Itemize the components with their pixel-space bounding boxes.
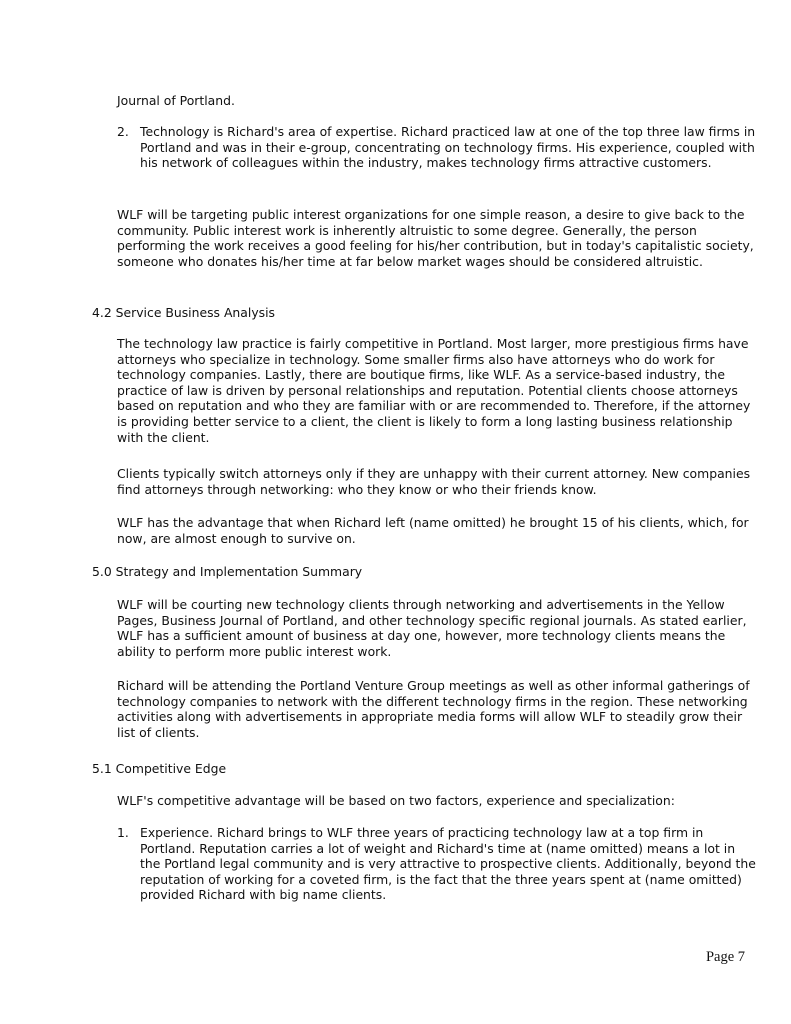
page-number: Page 7 bbox=[705, 949, 745, 965]
section-heading-5-1: 5.1 Competitive Edge bbox=[92, 761, 227, 776]
list-text: Technology is Richard's area of expertise. Richard practiced law at one of the top three law firms in Portland and was in their e-group, concentrating on technology firms. His experience, coupled with his network of colleagues within the industry, makes technology firms attractive customers. bbox=[140, 124, 756, 171]
paragraph: WLF's competitive advantage will be based on two factors, experience and specialization: bbox=[117, 793, 675, 808]
section-heading-5-0: 5.0 Strategy and Implementation Summary bbox=[92, 564, 363, 579]
paragraph: WLF has the advantage that when Richard left (name omitted) he brought 15 of his clients, which, for now, are almost enough to survive on. bbox=[117, 515, 749, 546]
paragraph: Clients typically switch attorneys only if they are unhappy with their current attorney. New companies find attorneys through networking: who they know or who their friends know. bbox=[117, 466, 751, 497]
paragraph: WLF will be courting new technology clients through networking and advertisements in the Yellow Pages, Business Journal of Portland, and other technology specific regional journals. As stated earlier, WLF has a sufficient amount of business at day one, however, more technology clients means the ability to perform more public interest work. bbox=[117, 597, 747, 659]
section-heading-4-2: 4.2 Service Business Analysis bbox=[92, 305, 276, 320]
continuation-text: Journal of Portland. bbox=[117, 93, 235, 108]
paragraph: The technology law practice is fairly competitive in Portland. Most larger, more prestigious firms have attorneys who specialize in technology. Some smaller firms also have attorneys who do work for technology companies. Lastly, there are boutique firms, like WLF. As a service-based industry, the practice of law is driven by personal relationships and reputation. Potential clients choose attorneys based on reputation and who they are familiar with or are recommended to. Therefore, if the attorney is providing better service to a client, the client is likely to form a long lasting business relationship with the client. bbox=[117, 336, 751, 445]
list-number: 1. bbox=[117, 825, 129, 840]
public-interest-paragraph: WLF will be targeting public interest organizations for one simple reason, a desire to give back to the community. Public interest work is inherently altruistic to some degree. Generally, the person performing the work receives a good feeling for his/her contribution, but in today's capitalistic society, someone who donates his/her time at far below market wages should be considered altruistic. bbox=[117, 207, 754, 269]
paragraph: Richard will be attending the Portland Venture Group meetings as well as other informal gatherings of technology companies to network with the different technology firms in the region. These networking activities along with advertisements in appropriate media forms will allow WLF to steadily grow their list of clients. bbox=[117, 678, 750, 740]
list-text: Experience. Richard brings to WLF three years of practicing technology law at a top firm in Portland. Reputation carries a lot of weight and Richard's time at (name omitted) means a lot in the Portland legal community and is very attractive to prospective clients. Additionally, beyond the reputation of working for a coveted firm, is the fact that the three years spent at (name omitted) provided Richard with big name clients. bbox=[140, 825, 756, 903]
list-number: 2. bbox=[117, 124, 129, 139]
